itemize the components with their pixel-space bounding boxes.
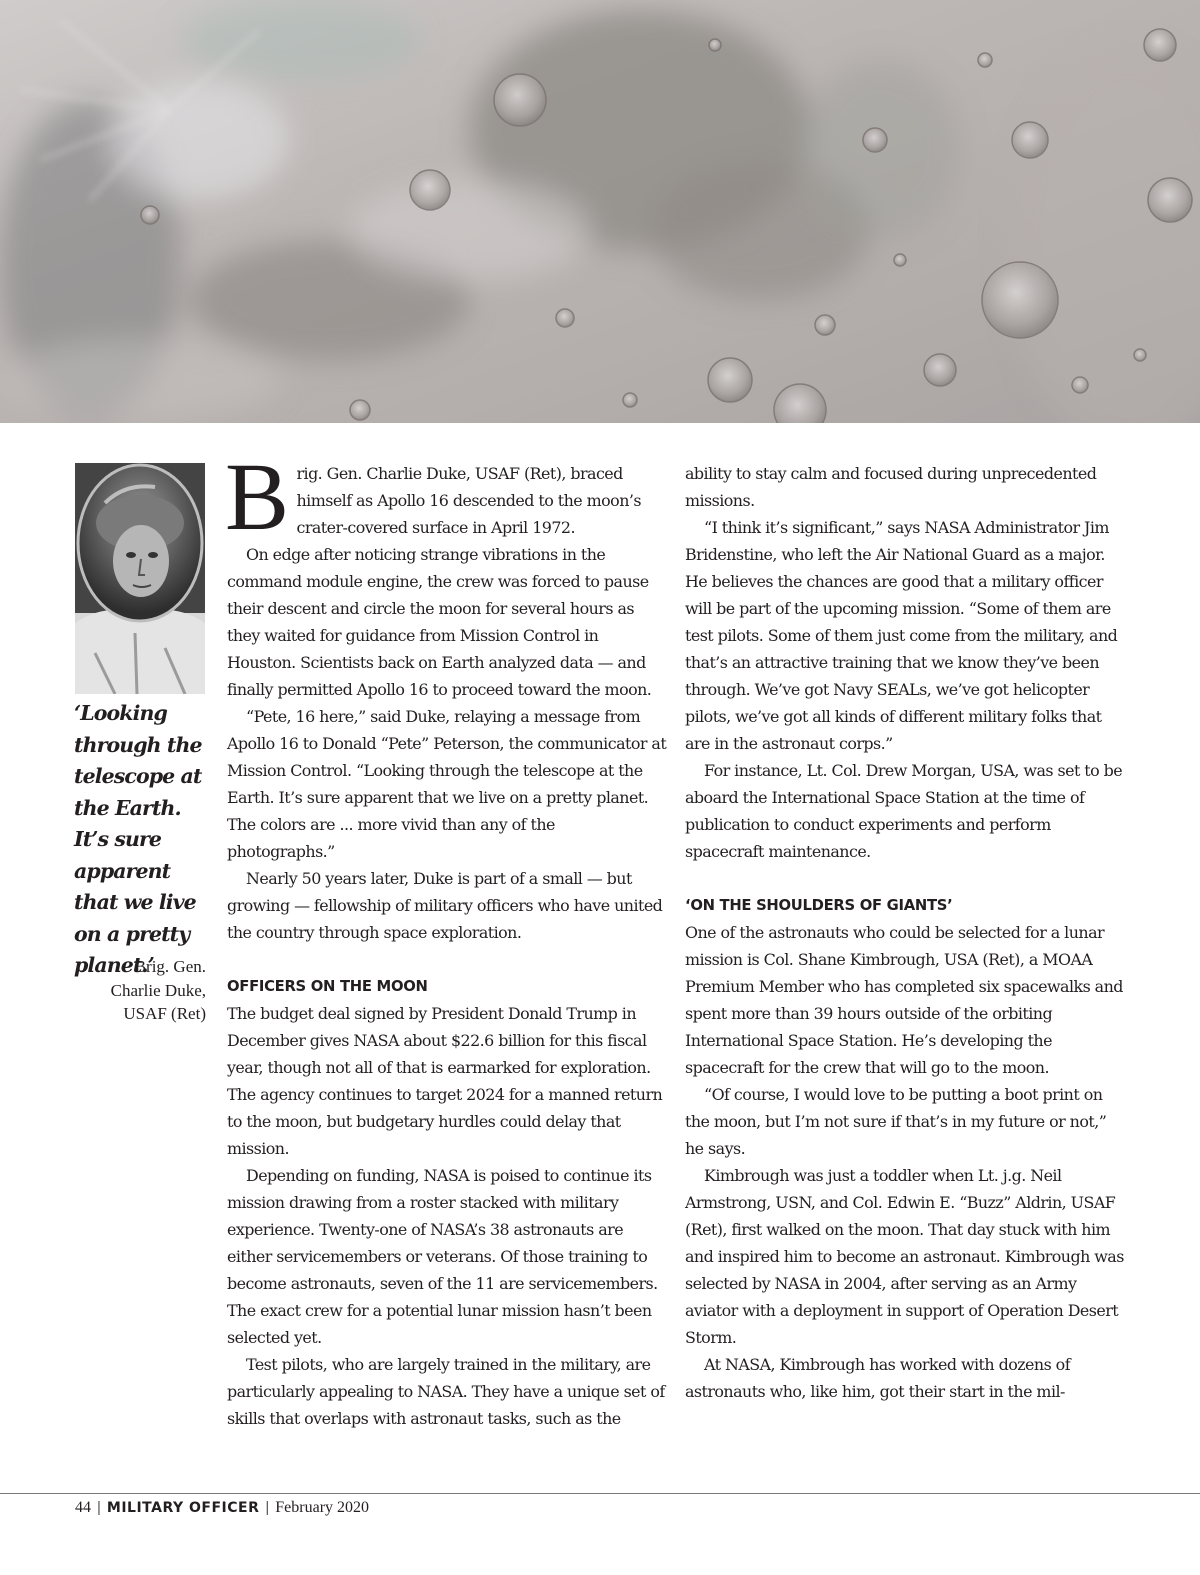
paragraph: For instance, Lt. Col. Drew Morgan, USA, was set to be aboard the International Space Station at the time of publication to conduct experiments and perform spacecraft maintenance.	[685, 761, 1123, 861]
footer-rule	[0, 1493, 1200, 1494]
paragraph: One of the astronauts who could be selected for a lunar mission is Col. Shane Kimbrough, USA (Ret), a MOAA Premium Member who has completed six spacewalks and spent more than 39 hours outside of the orbiting International Space Station. He’s developing the spacecraft for the crew that will go to the moon.	[685, 923, 1123, 1077]
paragraph-continued: ability to stay calm and focused during unprecedented missions.	[685, 464, 1097, 510]
lead-text: rig. Gen. Charlie Duke, USAF (Ret), braced himself as Apollo 16 descended to the moon’s crater-covered surface in April 1972.	[296, 464, 641, 537]
paragraph: Depending on funding, NASA is poised to continue its mission drawing from a roster stacked with military experience. Twenty-one of NASA’s 38 astronauts are either servicemembers or veterans. Of those training to become astronauts, seven of the 11 are servicemembers. The exact crew for a potential lunar mission hasn’t been selected yet.	[227, 1166, 658, 1347]
credit-line: USAF (Ret)	[123, 1004, 206, 1023]
footer-separator: |	[97, 1499, 101, 1516]
paragraph: Kimbrough was just a toddler when Lt. j.g. Neil Armstrong, USN, and Col. Edwin E. “Buzz” Aldrin, USAF (Ret), first walked on the moon. That day stuck with him and inspired him to become an astronaut. Kimbrough was selected by NASA in 2004, after serving as an Army aviator with a deployment in support of Operation Desert Storm.	[685, 1166, 1124, 1347]
article-column-1	[225, 443, 667, 1432]
footer-separator: |	[265, 1499, 270, 1516]
moon-surface-photo	[0, 0, 1200, 423]
drop-cap: B	[225, 443, 289, 550]
credit-line: Charlie Duke,	[110, 980, 206, 1000]
issue-date: February 2020	[275, 1499, 370, 1516]
pull-quote-credit	[74, 955, 206, 1026]
page-number: 44	[75, 1499, 91, 1516]
credit-line: Brig. Gen.	[134, 957, 206, 976]
paragraph: “Pete, 16 here,” said Duke, relaying a message from Apollo 16 to Donald “Pete” Peterson, the communicator at Mission Control. “Looking through the telescope at the Earth. It’s sure apparent that we live on a pretty planet. The colors are ... more vivid than any of the photographs.”	[227, 707, 667, 861]
paragraph: Test pilots, who are largely trained in the military, are particularly appealing to NASA. They have a unique set of skills that overlaps with astronaut tasks, such as the	[227, 1355, 665, 1428]
astronaut-portrait	[75, 463, 205, 694]
paragraph: At NASA, Kimbrough has worked with dozens of astronauts who, like him, got their start in the mil-	[685, 1355, 1071, 1401]
paragraph: “I think it’s significant,” says NASA Administrator Jim Bridenstine, who left the Air National Guard as a major. He believes the chances are good that a military officer will be part of the upcoming mission. “Some of them are test pilots. Some of them just come from the military, and that’s an attractive training that we know they’ve been through. We’ve got Navy SEALs, we’ve got helicopter pilots, we’ve got all kinds of different military folks that are in the astronaut corps.”	[685, 518, 1118, 753]
pull-quote: ‘Looking through the telescope at the Earth. It’s sure apparent that we live on a pretty planet.’	[74, 701, 202, 977]
section-heading: ‘ON THE SHOULDERS OF GIANTS’	[685, 897, 953, 914]
paragraph: On edge after noticing strange vibrations in the command module engine, the crew was forced to pause their descent and circle the moon for several hours as they waited for guidance from Mission Control in Houston. Scientists back on Earth analyzed data — and finally permitted Apollo 16 to proceed toward the moon.	[227, 545, 652, 699]
paragraph: The budget deal signed by President Donald Trump in December gives NASA about $22.6 billion for this fiscal year, though not all of that is earmarked for exploration. The agency continues to target 2024 for a manned return to the moon, but budgetary hurdles could delay that mission.	[227, 1004, 663, 1158]
section-heading: OFFICERS ON THE MOON	[227, 978, 428, 995]
magazine-name: MILITARY OFFICER	[106, 1500, 260, 1516]
article-column-2	[685, 460, 1125, 1405]
page-footer	[75, 1497, 369, 1518]
paragraph: “Of course, I would love to be putting a boot print on the moon, but I’m not sure if that’s in my future or not,” he says.	[685, 1085, 1107, 1158]
paragraph: Nearly 50 years later, Duke is part of a small — but growing — fellowship of military officers who have united the country through space exploration.	[227, 869, 663, 942]
lead-paragraph	[225, 443, 667, 550]
